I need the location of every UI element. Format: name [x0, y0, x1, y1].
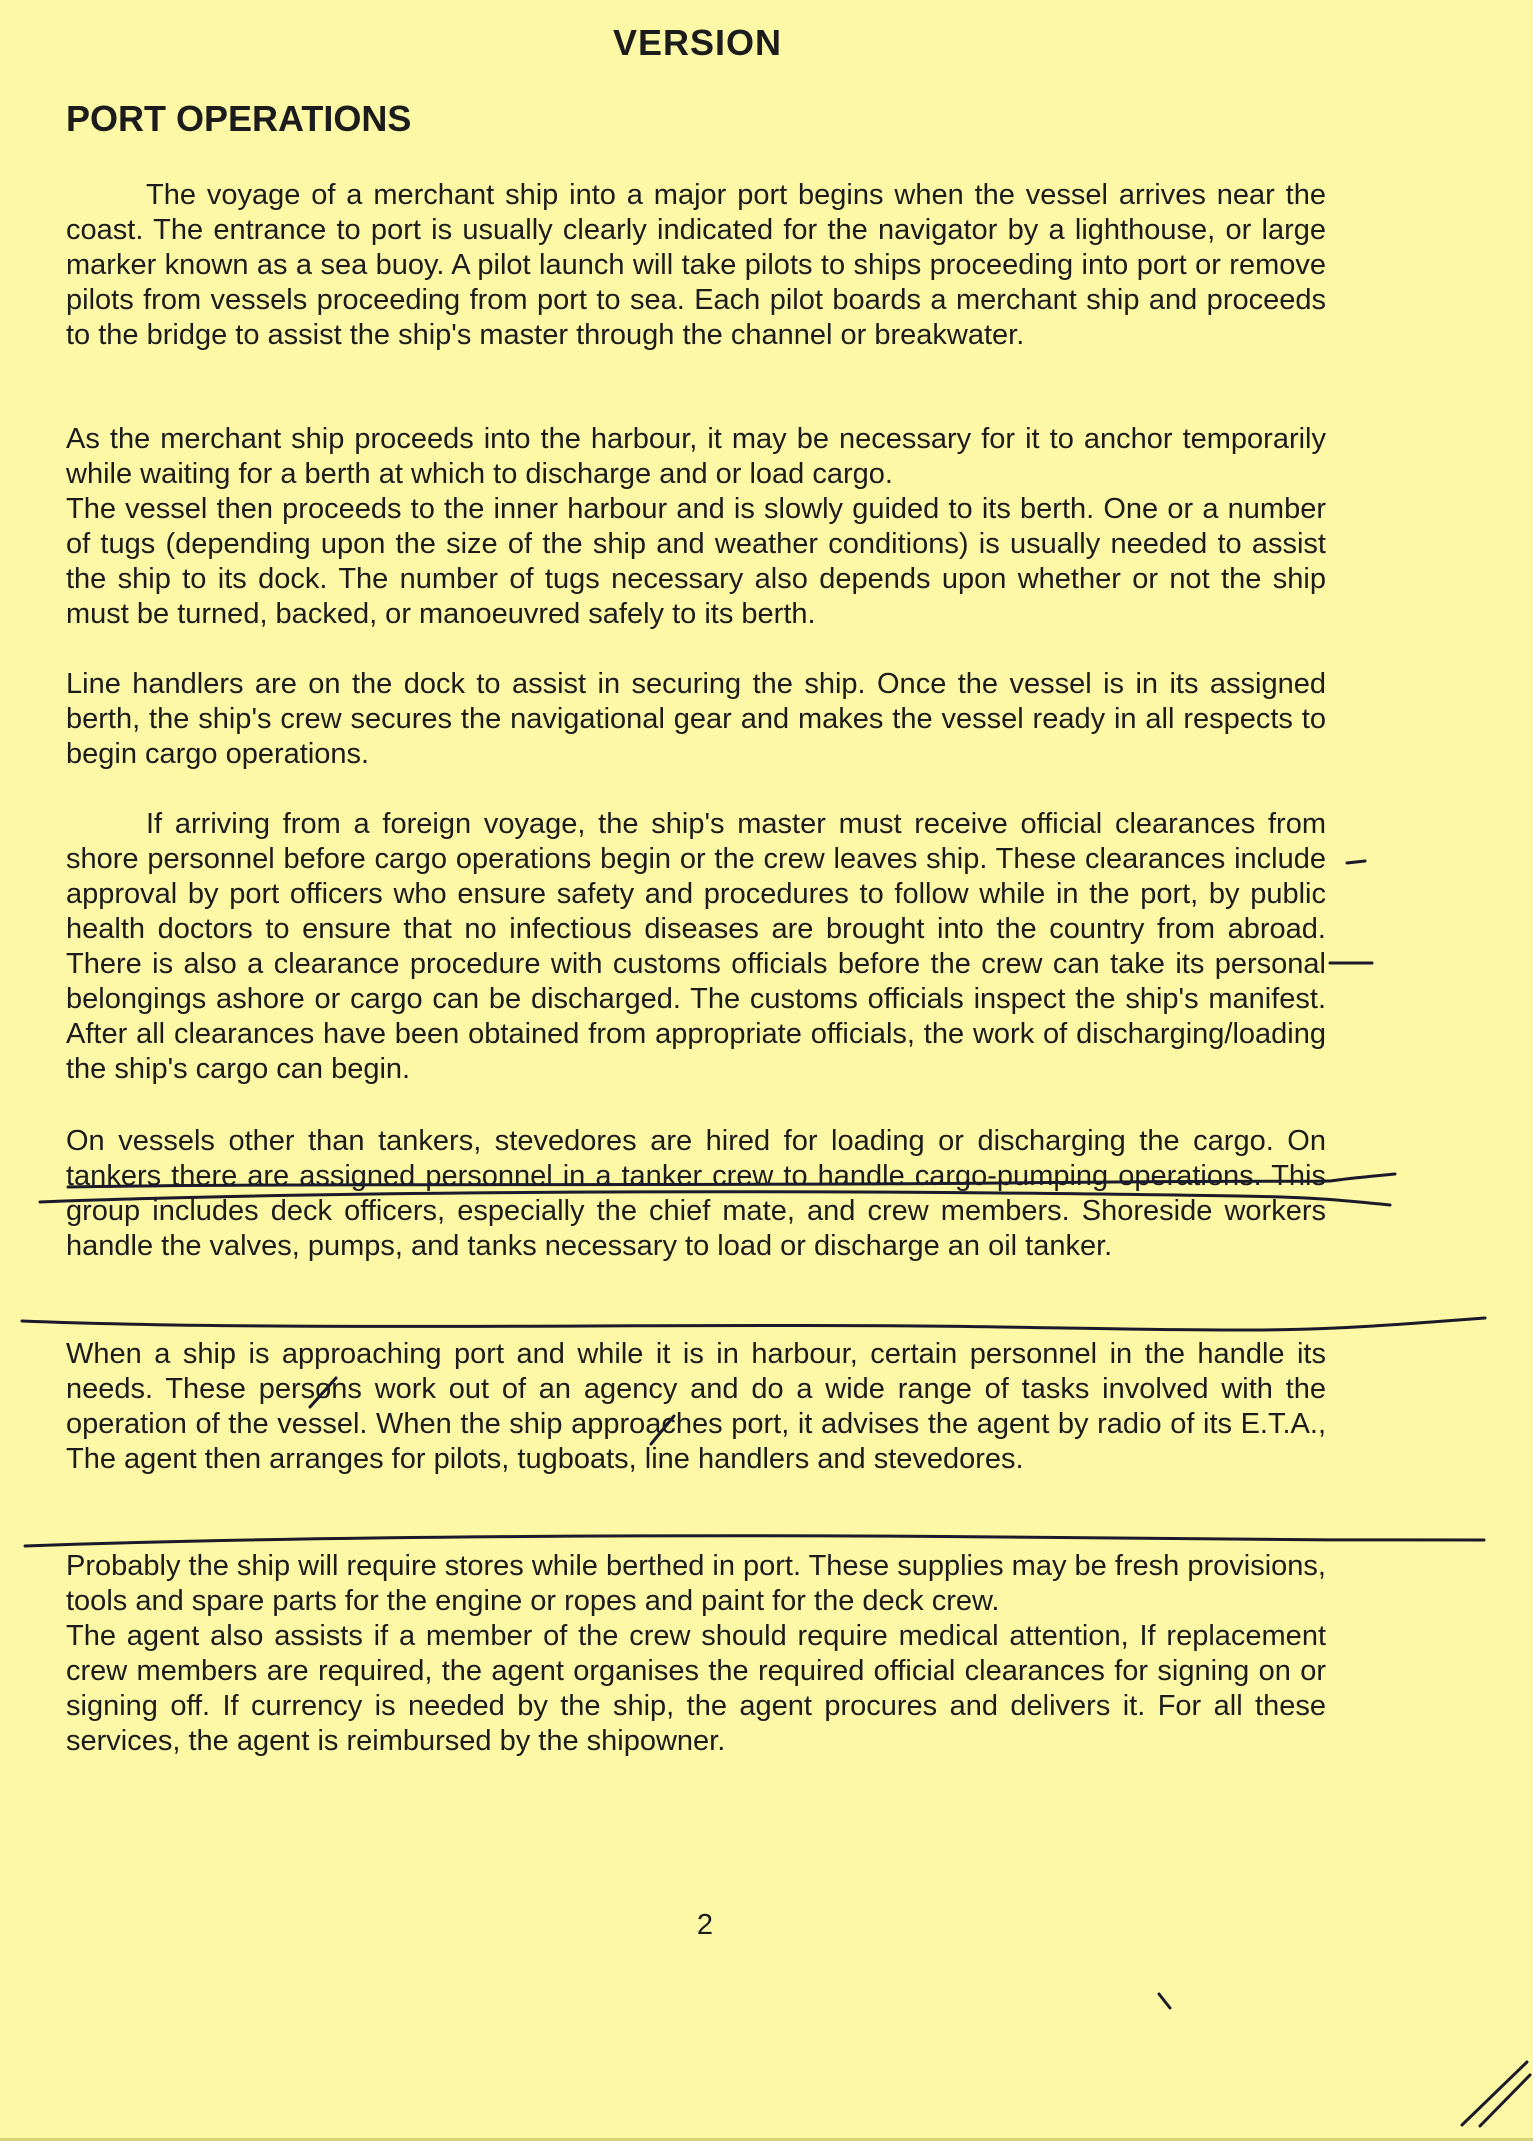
paragraph-clearances: If arriving from a foreign voyage, the ship's master must receive official clearances from shore personnel before cargo operations begin or the crew leaves ship. These clearances include approval by port officers who ensure safety and procedures to follow while in the port, by public health doctors to ensure that no infectious diseases are brought into the country from abroad. There is also a clearance procedure with customs officials before the crew can take its personal belongings ashore or cargo can be discharged. The customs officials inspect the ship's manifest. After all clearances have been obtained from appropriate officials, the work of discharging/loading the ship's cargo can begin. — [66, 808, 1326, 1085]
margin-dash-mark — [1347, 861, 1365, 863]
paragraph-arrival: The voyage of a merchant ship into a major port begins when the vessel arrives near the coast. The entrance to port is usually clearly indicated for the navigator by a lighthouse, or large marker known as a sea buoy. A pilot launch will take pilots to ships proceeding into port or remove pilots from vessels proceeding from port to sea. Each pilot boards a merchant ship and proceeds to the bridge to assist the ship's master through the channel or breakwater. — [66, 179, 1326, 351]
section-title: PORT OPERATIONS — [66, 98, 412, 139]
separator-line-mark — [25, 1536, 1484, 1546]
paragraph-stores: Probably the ship will require stores while berthed in port. These supplies may be fresh provisions, tools and spare parts for the engine or ropes and paint for the deck crew. — [66, 1550, 1326, 1617]
corner-stroke-mark — [1462, 2062, 1527, 2125]
paragraph-agent: When a ship is approaching port and while it is in harbour, certain personnel in the handle its needs. These persons work out of an agency and do a wide range of tasks involved with the operation of the vessel. When the ship approaches port, it advises the agent by radio of its E.T.A., The agent then arranges for pilots, tugboats, line handlers and stevedores. — [66, 1338, 1326, 1475]
paragraph-anchor: As the merchant ship proceeds into the harbour, it may be necessary for it to anchor temporarily while waiting for a berth at which to discharge and or load cargo. — [66, 423, 1326, 490]
paragraph-agent-services: The agent also assists if a member of the crew should require medical attention, If replacement crew members are required, the agent organises the required official clearances for signing on or signing off. If currency is needed by the ship, the agent procures and delivers it. For all these services, the agent is reimbursed by the shipowner. — [66, 1620, 1326, 1757]
paragraph-stevedores: On vessels other than tankers, stevedores are hired for loading or discharging the cargo. On tankers there are assigned personnel in a tanker crew to handle cargo-pumping operations. This group includes deck officers, especially the chief mate, and crew members. Shoreside workers handle the valves, pumps, and tanks necessary to load or discharge an oil tanker. — [66, 1125, 1326, 1262]
separator-line-mark — [22, 1318, 1485, 1330]
corner-stroke-mark — [1480, 2075, 1530, 2126]
paragraph-line-handlers: Line handlers are on the dock to assist in securing the ship. Once the vessel is in its assigned berth, the ship's crew secures the navigational gear and makes the vessel ready in all respects to begin cargo operations. — [66, 668, 1326, 770]
page-number: 2 — [696, 1909, 714, 1941]
page-heading: VERSION — [612, 22, 783, 63]
arrow-stroke-mark — [1330, 1174, 1395, 1181]
stray-mark — [1159, 1994, 1170, 2008]
paragraph-tugs: The vessel then proceeds to the inner harbour and is slowly guided to its berth. One or a number of tugs (depending upon the size of the ship and weather conditions) is usually needed to assist the ship to its dock. The number of tugs necessary also depends upon whether or not the ship must be turned, backed, or manoeuvred safely to its berth. — [66, 493, 1326, 630]
